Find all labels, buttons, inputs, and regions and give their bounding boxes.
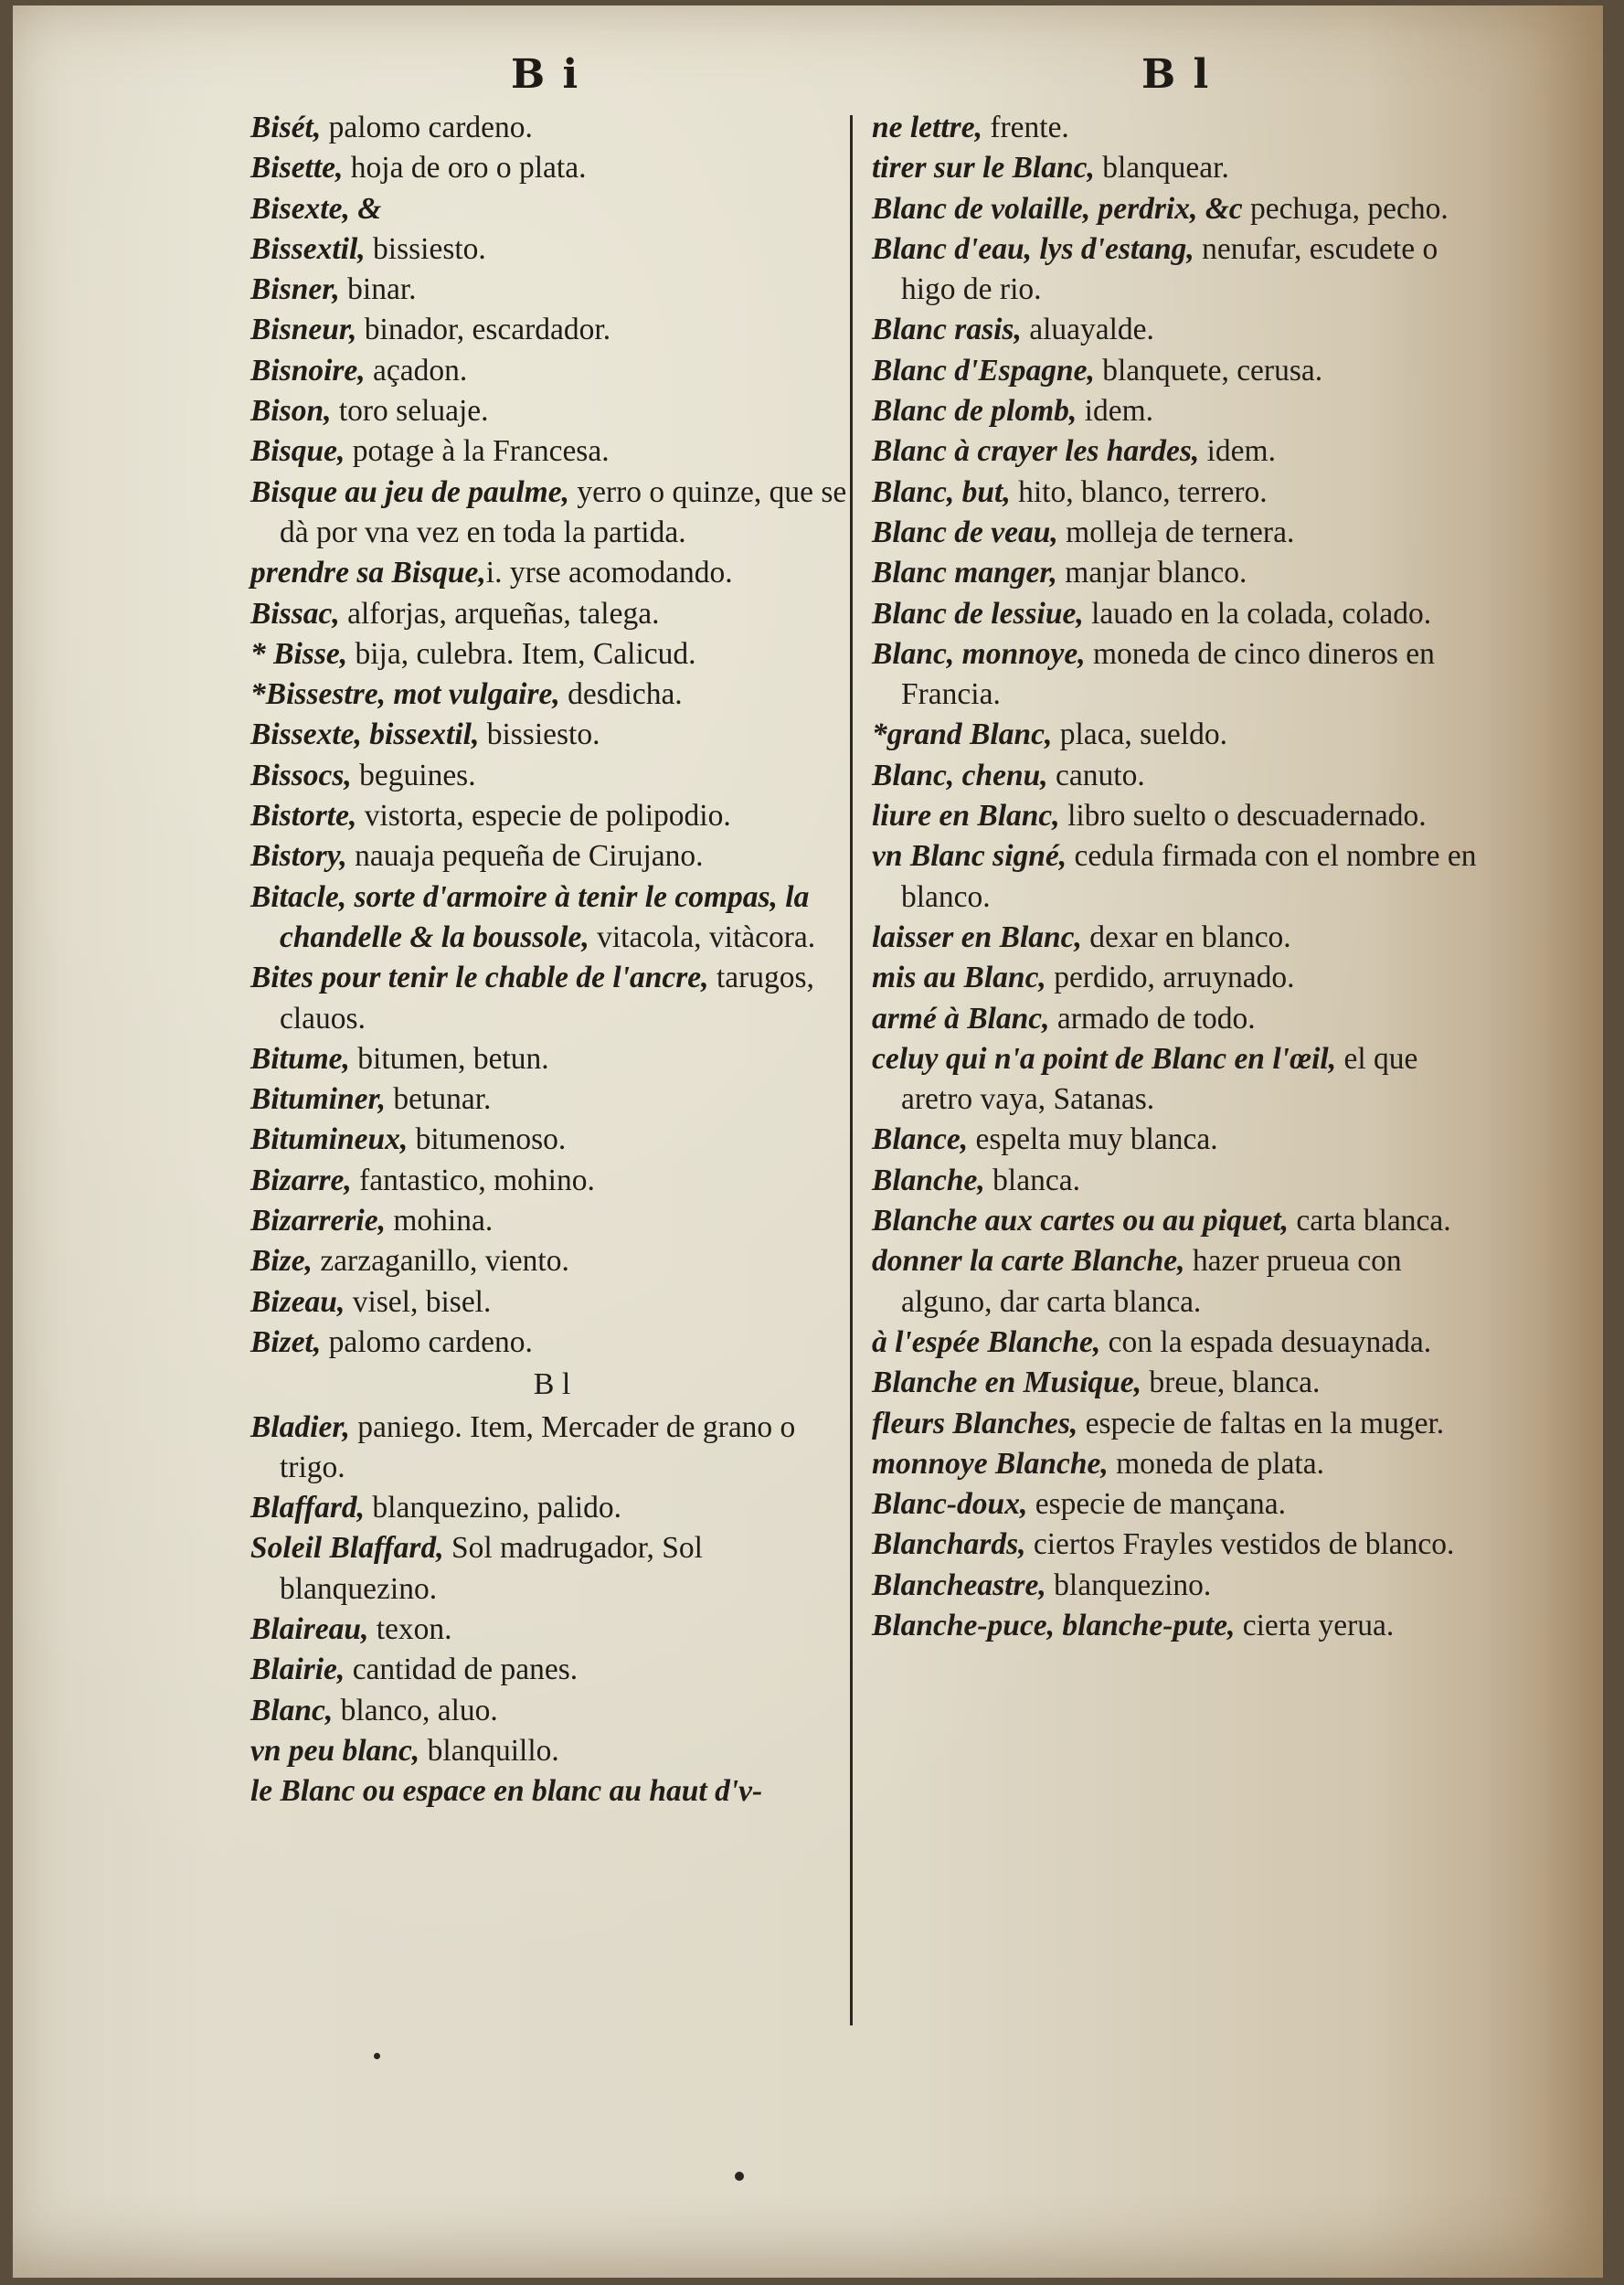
headword: Blanche en Musique, <box>872 1366 1142 1400</box>
headword: Blanche, <box>872 1163 985 1197</box>
dictionary-entry <box>250 391 854 431</box>
dictionary-entry <box>872 756 1480 796</box>
running-head-right: B l <box>1141 51 1211 98</box>
headword: Bisneur, <box>250 313 357 347</box>
definition: bija, culebra. Item, Calicud. <box>347 636 696 671</box>
definition: betunar. <box>386 1082 492 1117</box>
definition: moneda de plata. <box>1108 1446 1324 1481</box>
definition: dexar en blanco. <box>1081 919 1291 954</box>
dictionary-entry <box>250 675 854 715</box>
definition: cantidad de panes. <box>345 1653 578 1687</box>
dictionary-entry <box>872 1444 1480 1484</box>
headword: Bladier, <box>250 1409 350 1444</box>
headword: Bisnoire, <box>250 353 366 388</box>
headword: Bize, <box>250 1244 313 1279</box>
definition: blanquete, cerusa. <box>1094 353 1323 388</box>
dictionary-entry <box>250 756 854 796</box>
headword: ne lettre, <box>872 111 982 144</box>
dictionary-entry <box>872 108 1480 148</box>
definition: bitumenoso. <box>408 1122 567 1157</box>
definition: carta blanca. <box>1289 1204 1451 1238</box>
running-head-left: B i <box>511 51 580 98</box>
section-heading: B l <box>533 1367 571 1402</box>
dictionary-entry <box>872 1484 1480 1525</box>
headword: vn Blanc signé, <box>872 839 1067 874</box>
ink-speck <box>735 2172 744 2181</box>
ink-speck <box>374 2053 380 2059</box>
dictionary-entry <box>872 351 1480 391</box>
headword: à l'espée Blanche, <box>872 1324 1101 1359</box>
definition: alforjas, arqueñas, talega. <box>339 596 660 631</box>
definition: hito, blanco, terrero. <box>1010 474 1268 509</box>
headword: laisser en Blanc, <box>872 919 1082 954</box>
dictionary-entry <box>872 229 1480 311</box>
headword: Blanc manger, <box>872 556 1057 590</box>
definition: vistorta, especie de polipodio. <box>356 799 731 834</box>
definition: blanquillo. <box>419 1733 559 1768</box>
headword: Bituminer, <box>250 1082 387 1117</box>
dictionary-entry <box>250 634 854 675</box>
headword: Blaireau, <box>250 1611 369 1646</box>
dictionary-entry <box>250 1731 854 1771</box>
definition: texon. <box>368 1611 452 1646</box>
headword: Bisque, <box>250 434 345 469</box>
definition: frente. <box>982 111 1069 144</box>
headword: Bisexte, & <box>250 191 382 226</box>
definition: aluayalde. <box>1021 313 1154 347</box>
dictionary-entry <box>250 594 854 634</box>
definition: con la espada desuaynada. <box>1100 1324 1432 1359</box>
definition: Sol madrugador, Sol blanquezino. <box>280 1531 703 1606</box>
dictionary-entry <box>250 1241 854 1281</box>
definition: molleja de ternera. <box>1057 515 1295 549</box>
dictionary-entry <box>872 1241 1480 1323</box>
headword: Bizet, <box>250 1324 322 1359</box>
definition: bissiesto. <box>365 231 486 266</box>
definition: bissiesto. <box>479 717 600 752</box>
headword: monnoye Blanche, <box>872 1446 1109 1481</box>
dictionary-entry <box>872 1323 1480 1363</box>
dictionary-entry <box>872 918 1480 958</box>
definition: el que aretro vaya, Satanas. <box>901 1041 1418 1117</box>
definition: especie de faltas en la muger. <box>1077 1406 1445 1440</box>
definition: moneda de cinco dineros en Francia. <box>901 636 1435 712</box>
headword: Soleil Blaffard, <box>250 1531 444 1566</box>
dictionary-entry <box>872 391 1480 431</box>
definition: toro seluaje. <box>331 394 489 429</box>
headword: celuy qui n'a point de Blanc en l'œil, <box>872 1041 1337 1076</box>
definition: hazer prueua con alguno, dar carta blanca. <box>901 1244 1402 1319</box>
dictionary-entry <box>872 634 1480 716</box>
dictionary-entry <box>872 715 1480 755</box>
dictionary-entry <box>250 1691 854 1731</box>
definition: yerro o quinze, que se dà por vna vez en toda la partida. <box>280 474 847 549</box>
headword: mis au Blanc, <box>872 961 1046 995</box>
definition: manjar blanco. <box>1056 556 1247 590</box>
dictionary-entry <box>872 594 1480 634</box>
dictionary-entry <box>872 1525 1480 1565</box>
definition: paniego. Item, Mercader de grano o trigo. <box>280 1409 796 1484</box>
dictionary-entry <box>872 1606 1480 1646</box>
dictionary-entry <box>872 836 1480 918</box>
column-divider <box>850 115 853 2025</box>
dictionary-entry <box>250 1488 854 1528</box>
definition: mohina. <box>385 1204 494 1238</box>
headword: Blancheastre, <box>872 1568 1046 1602</box>
definition: hoja de oro o plata. <box>343 151 587 186</box>
dictionary-entry <box>872 431 1480 472</box>
dictionary-entry <box>250 310 854 350</box>
headword: Blanc à crayer les hardes, <box>872 434 1200 469</box>
dictionary-entry <box>872 1404 1480 1444</box>
definition: palomo cardeno. <box>321 1324 533 1359</box>
headword: liure en Blanc, <box>872 799 1060 834</box>
headword: le Blanc ou espace en blanc au haut d'v- <box>250 1774 763 1809</box>
definition: blanca. <box>984 1163 1080 1197</box>
dictionary-entry <box>250 431 854 472</box>
headword: Bizarre, <box>250 1163 352 1197</box>
definition: ciertos Frayles vestidos de blanco. <box>1025 1527 1455 1562</box>
headword: *grand Blanc, <box>872 717 1053 752</box>
dictionary-entry <box>250 715 854 755</box>
dictionary-entry <box>872 189 1480 229</box>
headword: fleurs Blanches, <box>872 1406 1078 1440</box>
headword: Bitacle, sorte d'armoire à tenir le compas, la chandelle & la boussole, <box>250 879 810 954</box>
definition: palomo cardeno. <box>321 111 533 144</box>
dictionary-entry <box>250 1201 854 1241</box>
headword: tirer sur le Blanc, <box>872 151 1095 186</box>
headword: Bissocs, <box>250 758 352 792</box>
definition: vitacola, vitàcora. <box>589 919 816 954</box>
dictionary-entry <box>250 877 854 959</box>
right-column <box>872 108 1480 1646</box>
headword: Blanc de plomb, <box>872 394 1077 429</box>
headword: Bites pour tenir le chable de l'ancre, <box>250 961 709 995</box>
headword: Blanc, <box>250 1693 334 1727</box>
dictionary-entry <box>872 513 1480 553</box>
dictionary-entry <box>250 148 854 188</box>
definition: blanquezino, palido. <box>365 1491 621 1525</box>
definition: pechuga, pecho. <box>1242 191 1449 226</box>
dictionary-entry <box>250 958 854 1039</box>
dictionary-entry <box>872 148 1480 188</box>
dictionary-entry <box>250 351 854 391</box>
headword: Bissexte, bissextil, <box>250 717 480 752</box>
dictionary-entry <box>250 108 854 148</box>
definition: binador, escardador. <box>356 313 611 347</box>
headword: Blanc, but, <box>872 474 1011 509</box>
headword: Bizarrerie, <box>250 1204 386 1238</box>
dictionary-entry <box>872 473 1480 513</box>
definition: blanquear. <box>1094 151 1229 186</box>
left-column <box>250 108 854 1812</box>
definition: potage à la Francesa. <box>345 434 610 469</box>
book-page <box>13 5 1603 2278</box>
dictionary-entry <box>250 1650 854 1690</box>
headword: Blanc rasis, <box>872 313 1022 347</box>
headword: Bitume, <box>250 1041 350 1076</box>
definition: visel, bisel. <box>345 1284 492 1319</box>
definition: especie de mançana. <box>1027 1487 1287 1522</box>
headword: Bisét, <box>250 111 322 144</box>
dictionary-entry <box>872 999 1480 1039</box>
dictionary-entry <box>872 1120 1480 1160</box>
dictionary-entry <box>250 1079 854 1120</box>
headword: Bizeau, <box>250 1284 345 1319</box>
dictionary-entry <box>250 270 854 310</box>
definition: canuto. <box>1047 758 1145 792</box>
dictionary-entry <box>250 473 854 554</box>
headword: Bissac, <box>250 596 340 631</box>
definition: desdicha. <box>559 677 683 712</box>
definition: placa, sueldo. <box>1052 717 1227 752</box>
definition: cierta yerua. <box>1235 1608 1395 1642</box>
dictionary-entry <box>872 1566 1480 1606</box>
headword: Blanc de volaille, perdrix, &c <box>872 191 1243 226</box>
dictionary-entry <box>250 836 854 877</box>
dictionary-entry <box>872 1039 1480 1121</box>
definition: perdido, arruynado. <box>1046 961 1295 995</box>
headword: Blanchards, <box>872 1527 1026 1562</box>
headword: Blanc-doux, <box>872 1487 1028 1522</box>
dictionary-entry <box>250 229 854 270</box>
headword: Bisner, <box>250 272 340 307</box>
definition: beguines. <box>351 758 476 792</box>
headword: armé à Blanc, <box>872 1001 1050 1036</box>
dictionary-entry <box>250 189 854 229</box>
definition: nenufar, escudete o higo de rio. <box>901 231 1438 307</box>
dictionary-entry <box>250 1528 854 1610</box>
dictionary-entry <box>872 553 1480 593</box>
definition: i. yrse acomodando. <box>485 556 733 590</box>
definition: idem. <box>1199 434 1276 469</box>
headword: Bissextil, <box>250 231 366 266</box>
headword: Blanc de lessiue, <box>872 596 1084 631</box>
dictionary-entry <box>250 1610 854 1650</box>
headword: Bison, <box>250 394 332 429</box>
dictionary-entry <box>250 1408 854 1489</box>
headword: *Bissestre, mot vulgaire, <box>250 677 560 712</box>
definition: libro suelto o descuadernado. <box>1059 799 1427 834</box>
headword: vn peu blanc, <box>250 1733 420 1768</box>
definition: cedula firmada con el nombre en blanco. <box>901 839 1477 914</box>
headword: Bitumineux, <box>250 1122 409 1157</box>
definition: lauado en la colada, colado. <box>1083 596 1432 631</box>
definition: armado de todo. <box>1049 1001 1256 1036</box>
headword: Bisque au jeu de paulme, <box>250 474 569 509</box>
dictionary-entry <box>250 553 854 593</box>
definition: idem. <box>1077 394 1153 429</box>
definition: fantastico, mohino. <box>351 1163 595 1197</box>
headword: Blanc d'eau, lys d'estang, <box>872 231 1194 266</box>
definition: zarzaganillo, viento. <box>312 1244 569 1279</box>
headword: Blanche aux cartes ou au piquet, <box>872 1204 1290 1238</box>
dictionary-entry <box>250 1282 854 1323</box>
headword: * Bisse, <box>250 636 348 671</box>
headword: Blanc d'Espagne, <box>872 353 1095 388</box>
headword: Blaffard, <box>250 1491 366 1525</box>
headword: donner la carte Blanche, <box>872 1244 1185 1279</box>
headword: prendre sa Bisque, <box>250 556 486 590</box>
headword: Bistorte, <box>250 799 357 834</box>
dictionary-entry <box>250 796 854 836</box>
dictionary-entry <box>250 1161 854 1201</box>
definition: espelta muy blanca. <box>968 1122 1218 1157</box>
headword: Blanc, chenu, <box>872 758 1048 792</box>
definition: blanquezino. <box>1046 1568 1212 1602</box>
definition: binar. <box>339 272 417 307</box>
dictionary-entry <box>250 1323 854 1363</box>
definition: nauaja pequeña de Cirujano. <box>346 839 704 874</box>
dictionary-entry <box>250 1039 854 1079</box>
dictionary-entry <box>872 1363 1480 1403</box>
headword: Blanc de veau, <box>872 515 1058 549</box>
definition: açadon. <box>365 353 468 388</box>
headword: Blance, <box>872 1122 969 1157</box>
definition: breue, blanca. <box>1141 1366 1321 1400</box>
dictionary-entry <box>872 796 1480 836</box>
definition: blanco, aluo. <box>333 1693 498 1727</box>
dictionary-entry <box>872 1201 1480 1241</box>
dictionary-entry <box>872 1161 1480 1201</box>
definition: bitumen, betun. <box>349 1041 549 1076</box>
definition: tarugos, clauos. <box>280 961 814 1036</box>
dictionary-entry <box>250 1120 854 1160</box>
dictionary-entry <box>872 310 1480 350</box>
dictionary-entry <box>250 1771 854 1812</box>
headword: Blanc, monnoye, <box>872 636 1086 671</box>
headword: Bistory, <box>250 839 347 874</box>
headword: Bisette, <box>250 151 344 186</box>
headword: Blanche-puce, blanche-pute, <box>872 1608 1236 1642</box>
headword: Blairie, <box>250 1653 345 1687</box>
dictionary-entry <box>872 958 1480 998</box>
